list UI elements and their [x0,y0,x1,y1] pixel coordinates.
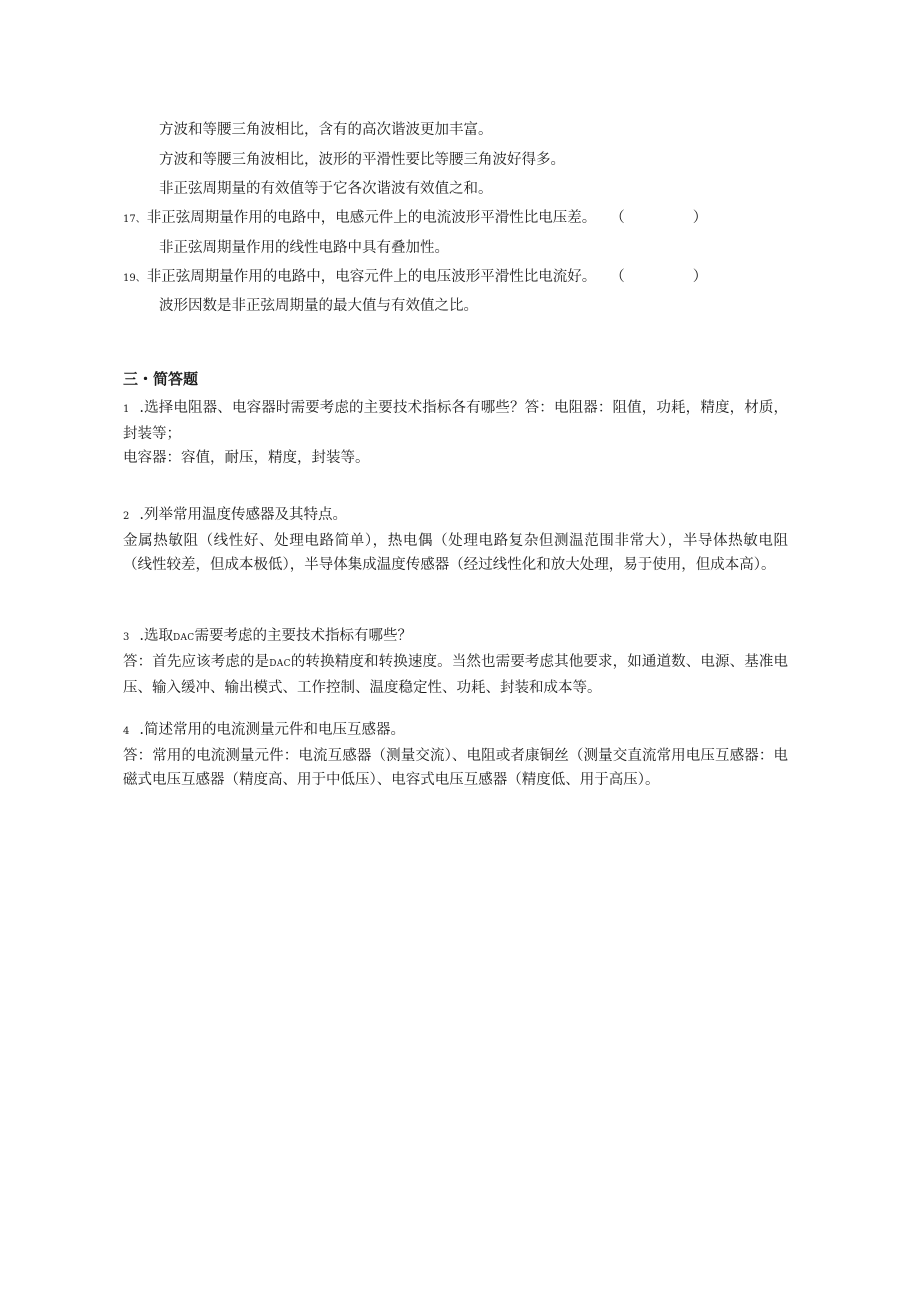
question-3: 3 .选取DAC需要考虑的主要技术指标有哪些？ 答：首先应该考虑的是DAC的转换精度和转换速度。当然也需要考虑其他要求，如通道数、电源、基准电压、输入缓冲、输出模式、工作控制、温度稳定性、功耗、封装和成本等。 [123,628,789,696]
statement-text: 非正弦周期量作用的电路中，电容元件上的电压波形平滑性比电流好。 [146,269,597,285]
statement-17 [123,208,707,230]
statement-text: 非正弦周期量作用的电路中，电感元件上的电流波形平滑性比电压差。 [146,210,597,226]
question-text: .简述常用的电流测量元件和电压互感器。 [139,722,405,738]
question-1 [123,396,788,470]
statement-text: 波形因数是非正弦周期量的最大值与有效值之比。 [159,298,478,314]
section-heading: 三・简答题 [123,370,199,388]
abbreviation: DAC [172,633,195,643]
answer-text: 金属热敏阻（线性好、处理电路简单），热电偶（处理电路复杂但测温范围非常大），半导体热敏电阻（线性较差，但成本极低），半导体集成温度传感器（经过线性化和放大处理，易于使用，但成本高）。 [123,533,788,573]
abbreviation: DAC [269,659,291,669]
statement-number: 19、 [123,273,146,284]
statement-text: 非正弦周期量的有效值等于它各次谐波有效值之和。 [159,181,493,197]
statement-19 [123,267,707,289]
question-text: .选择电阻器、电容器时需要考虑的主要技术指标各有哪些？答：电阻器：阻值，功耗，精度，材质，封装等； [123,400,788,442]
statement-text: 方波和等腰三角波相比，波形的平滑性要比等腰三角波好得多。 [159,152,565,168]
answer-text: 电容器：容值，耐压，精度，封装等。 [123,450,370,466]
question-number: 1 [123,404,130,415]
answer-blank[interactable]: （ ） [610,210,708,226]
question-number: 3 [123,632,130,643]
statement-text: 方波和等腰三角波相比，含有的高次谐波更加丰富。 [159,122,493,138]
question-text: .列举常用温度传感器及其特点。 [139,507,347,523]
question-2 [123,503,788,577]
question-4 [123,718,788,792]
question-number: 2 [123,511,130,522]
statement-number: 17、 [123,214,146,225]
question-number: 4 [123,726,130,737]
statement-text: 非正弦周期量作用的线性电路中具有叠加性。 [159,240,449,256]
answer-blank[interactable]: （ ） [610,269,708,285]
answer-text: 答：常用的电流测量元件：电流互感器（测量交流）、电阻或者康铜丝（测量交直流常用电压互感器：电磁式电压互感器（精度高、用于中低压）、电容式电压互感器（精度低、用于高压）。 [123,748,788,788]
